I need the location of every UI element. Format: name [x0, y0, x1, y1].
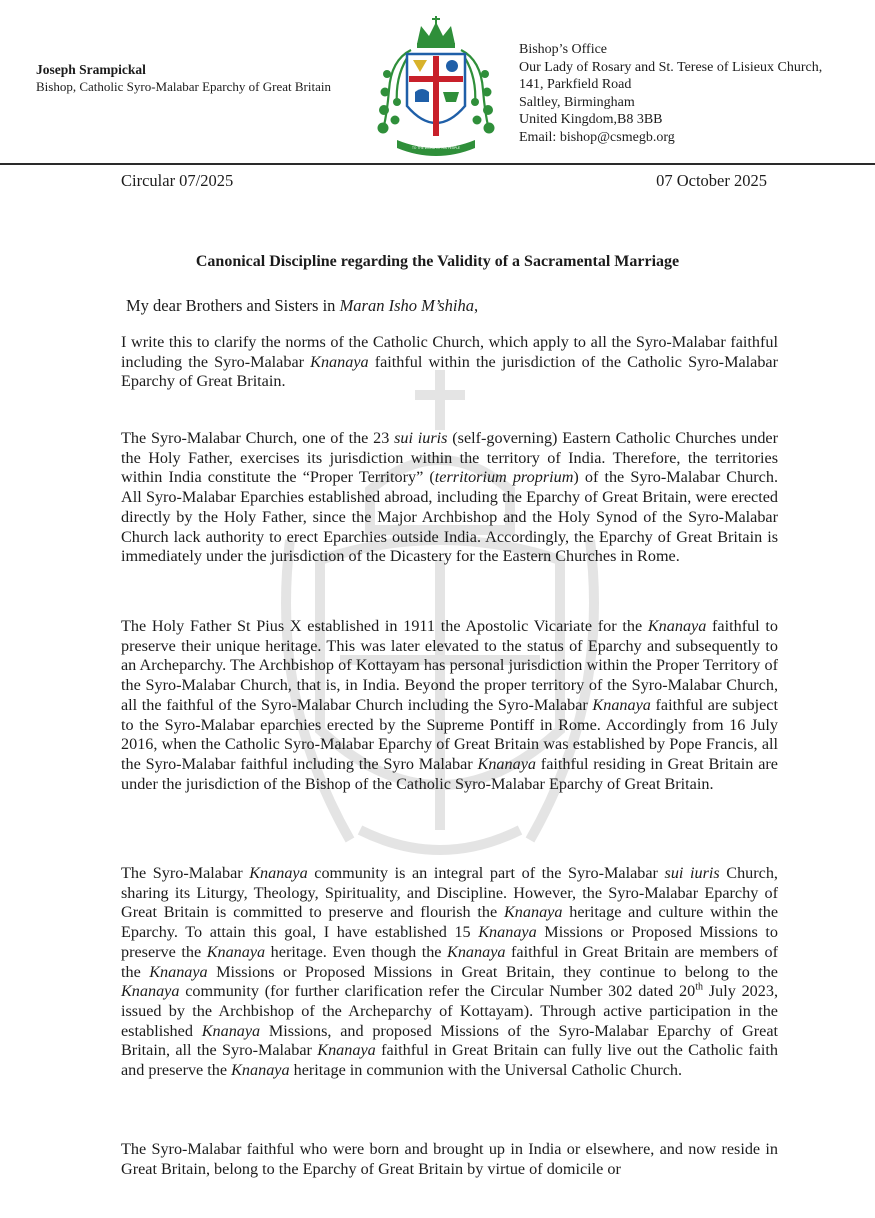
paragraph-text: th: [695, 981, 704, 993]
paragraph-text: The Holy Father St Pius X established in 1911 the Apostolic Vicariate for the: [121, 617, 648, 635]
body-paragraph: [121, 617, 778, 794]
salutation-suffix: ,: [474, 296, 479, 315]
office-line: Bishop’s Office: [519, 42, 608, 57]
emphasis-text: Knanaya: [206, 942, 266, 961]
emphasis-text: territorium proprium: [434, 468, 574, 487]
eparchy-crest-logo: [377, 14, 495, 158]
salutation-name: Maran Isho M’shiha: [339, 296, 475, 315]
office-email[interactable]: Email: bishop@csmegb.org: [519, 129, 675, 145]
paragraph-text: Missions or Proposed Missions to preserve the: [121, 923, 778, 961]
body-paragraph: [121, 429, 778, 567]
paragraph-text: faithful are subject to the Syro-Malabar eparchies erected by the Supreme Pontiff in Rome. Accordingly from 16 July 2016, when the Catholic Syro-Malabar Eparchy of Great Britain was established by Pope Francis, all the Syro-Malabar faithful including the Syro Malabar: [121, 695, 778, 773]
emphasis-text: Knanaya: [249, 864, 308, 882]
emphasis-text: Knanaya: [447, 942, 506, 961]
office-line: 141, Parkfield Road: [519, 77, 632, 93]
emphasis-text: Knanaya: [477, 754, 536, 773]
paragraph-text: community is an integral part of the Syro-Malabar: [307, 864, 665, 882]
office-line: Our Lady of Rosary and St. Terese of Lisieux Church,: [519, 59, 823, 75]
paragraph-text: The Syro-Malabar faithful who were born and brought up in India or elsewhere, and now reside in Great Britain, belong to the Eparchy of Great Britain by virtue of domicile or: [121, 1140, 778, 1178]
paragraph-text: (self-governing) Eastern Catholic Churches under the Holy Father, exercises its jurisdiction within the territory of India. Therefore, the territories within India constitute the “Proper Territory” (: [121, 429, 778, 487]
office-line: United Kingdom,B8 3BB: [519, 112, 663, 128]
emphasis-text: sui iuris: [664, 864, 720, 882]
paragraph-text: faithful in Great Britain can fully live out the Catholic faith and preserve the: [121, 1041, 778, 1080]
emphasis-text: Knanaya: [310, 352, 369, 371]
emphasis-text: Knanaya: [149, 962, 208, 981]
paragraph-text: The Syro-Malabar Church, one of the 23: [121, 429, 395, 447]
office-line: Saltley, Birmingham: [519, 94, 635, 110]
emphasis-text: sui iuris: [394, 429, 448, 447]
paragraph-text: heritage. Even though the: [265, 942, 448, 961]
letter-subject: Canonical Discipline regarding the Validity of a Sacramental Marriage: [195, 253, 680, 270]
emphasis-text: Knanaya: [317, 1041, 376, 1060]
paragraph-text: Missions, and proposed Missions of the Syro-Malabar Eparchy of Great Britain, all the Syro-Malabar: [121, 1021, 779, 1060]
paragraph-text: heritage in communion with the Universal Catholic Church.: [289, 1061, 683, 1080]
circular-date: 07 October 2025: [656, 171, 767, 190]
paragraph-text: July 2023, issued by the Archbishop of the Archeparchy of Kottayam). Through active participation in the established: [121, 982, 778, 1040]
emphasis-text: Knanaya: [592, 695, 651, 714]
salutation-prefix: My dear Brothers and Sisters in: [126, 296, 340, 315]
office-address: [519, 41, 822, 147]
paragraph-text: Missions or Proposed Missions in Great Britain, they continue to belong to the: [207, 962, 778, 981]
body-paragraph: [121, 1140, 778, 1179]
emphasis-text: Knanaya: [231, 1061, 290, 1080]
paragraph-text: faithful to preserve their unique heritage. This was later elevated to the status of Eparchy and subsequently to an Archeparchy. The Archbishop of Kottayam has personal jurisdiction within the Proper Territory of the Syro-Malabar Church, that is, in India. Beyond the proper territory of the Syro-Malabar Church, all the faithful of the Syro-Malabar Church including the Syro-Malabar: [121, 617, 778, 714]
emphasis-text: Knanaya: [647, 617, 707, 635]
body-paragraph: [121, 864, 778, 1081]
paragraph-text: faithful in Great Britain are members of the: [121, 942, 778, 981]
sender-block: [36, 61, 363, 95]
paragraph-text: community (for further clarification refer the Circular Number 302 dated 20: [179, 982, 696, 1001]
header-divider: [0, 163, 875, 165]
circular-number: Circular 07/2025: [121, 171, 234, 190]
paragraph-text: faithful residing in Great Britain are under the jurisdiction of the Bishop of the Catholic Syro-Malabar Eparchy of Great Britain.: [121, 754, 778, 793]
paragraph-text: I write this to clarify the norms of the Catholic Church, which apply to all the Syro-Malabar faithful including the Syro-Malabar: [121, 333, 778, 371]
sender-title: Bishop, Catholic Syro-Malabar Eparchy of Great Britain: [36, 79, 331, 94]
paragraph-text: faithful within the jurisdiction of the Catholic Syro-Malabar Eparchy of Great Britain.: [121, 352, 778, 391]
crest-motto: TO THE WORD OF HIS PEOPLE: [411, 146, 461, 150]
emphasis-text: Knanaya: [504, 903, 563, 922]
salutation: [126, 296, 478, 316]
body-paragraph: [121, 333, 778, 392]
emphasis-text: Knanaya: [121, 982, 180, 1001]
emphasis-text: Knanaya: [478, 923, 537, 942]
paragraph-text: Church, sharing its Liturgy, Theology, Spirituality, and Discipline. However, the Syro-Malabar Eparchy of Great Britain is committed to preserve and flourish the: [121, 864, 778, 922]
sender-name: Joseph Srampickal: [36, 62, 146, 77]
emphasis-text: Knanaya: [201, 1021, 261, 1040]
paragraph-text: heritage and culture within the Eparchy. To attain this goal, I have established 15: [121, 903, 779, 942]
paragraph-text: The Syro-Malabar: [121, 864, 250, 882]
paragraph-text: ) of the Syro-Malabar Church. All Syro-Malabar Eparchies established abroad, including the Eparchy of Great Britain, were erected directly by the Holy Father, since the Major Archbishop and the Holy Synod of the Syro-Malabar Church lack authority to erect Eparchies outside India. Accordingly, the Eparchy of Great Britain is immediately under the jurisdiction of the Dicastery for the Eastern Churches in Rome.: [121, 468, 779, 566]
